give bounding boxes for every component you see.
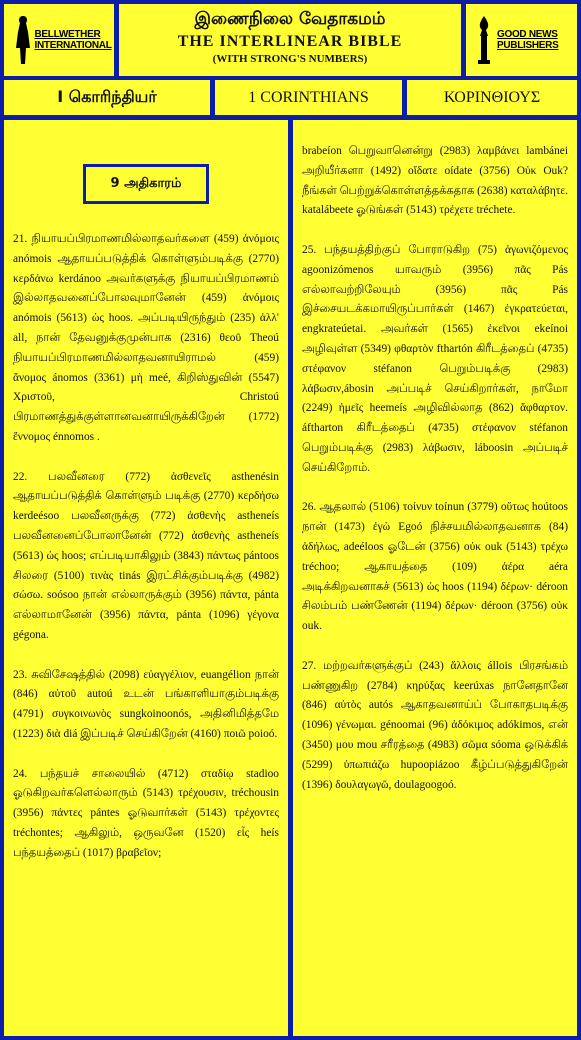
- verse-27: 27. மற்றவர்களுக்குப் (243) ἄλλοις állois பிரசங்கம் பண்ணுகிற (2784) κηρύξας keerúxas நானேதானே (846) αὐτὸς autós ஆகாதவனாய்ப் போகாதபடிக்கு (1096) γένωμαι. génoomai (96) ἀδόκιμος adókimos, என் (3450) μου mou சரீரத்தை (4983) σῶμα sóoma ஒடுக்கிக் (5299) ὑπωπιάζω hupoopiázoo கீழ்ப்படுத்துகிறேன் (1396) δουλαγωγῶ, doulagoogoó.: [302, 659, 568, 791]
- good-news-logo-text: GOOD NEWS PUBLISHERS: [497, 29, 559, 51]
- right-column: [293, 120, 577, 1036]
- verse-22: 22. பலவீனரை (772) ἀσθενεῖς asthenésin ஆதாயப்படுத்திக் கொள்ளும் படிக்கு (2770) κερδήσω kerdeésoo பலவீனருக்கு (772) ἀσθενὴς astheneís பலவீனனைப்போலானேன் (772) ἀσθενὴς astheneís (5613) ὡς hoos; எப்படியாகிலும் (3843) πάντως pántoos சிலரை (5100) τινὰς tinás இரட்சிக்கும்படிக்கு (4982) σώσω. soósoo நான் எல்லாருக்கும் (3956) πάντα, pánta எல்லாமானேன் (3956) πάντα, pánta (1096) γέγονα gégona.: [13, 470, 279, 641]
- book-english-label: 1 CORINTHIANS: [248, 88, 369, 106]
- chapter-heading: [83, 164, 209, 204]
- title-english: THE INTERLINEAR BIBLE: [177, 33, 403, 50]
- verse-24-continued: brabeíon பெறுவானென்று (2983) λαμβάνει lambánei அறியீர்களா (1492) οἴδατε oídate (3756) Οὐκ Ouk? நீங்கள் பெற்றுக்கொள்ளத்தக்கதாக (2638) καταλάβητε. katalábeete ஓடுங்கள் (5143) τρέχετε tréchete.: [302, 145, 568, 217]
- shepherd-icon: [14, 14, 32, 66]
- title-tamil: இணைநிலை வேதாகமம்: [194, 9, 386, 29]
- verse-24: 24. பந்தயச் சாலையில் (4712) σταδίῳ stadioo ஓடுகிறவர்களெல்லாரும் (5143) τρέχουσιν, tréchousin (3956) πάντες pántes ஓடுவார்கள் (5143) τρέχοντες tréchontes; ஆகிலும், ஒருவனே (1520) εἷς heís பந்தயத்தைப் (1017) βραβεῖον;: [13, 767, 279, 859]
- verse-26: 26. ஆதலால் (5106) τοίνυν toínun (3779) οὕτως hoútoos நான் (1473) ἐγὼ Egoó நிச்சயமில்லாதவனாக (84) ἀδήλως, adeéloos ஓடேன் (3756) οὐκ ouk (5143) τρέχω tréchoo; ஆகாயத்தை (109) ἀέρα aéra அடிக்கிறவனாகச் (5613) ὡς hoos (1194) δέρων· déroon சிலம்பம் பண்ணேன் (1194) δέρων· déroon (3756) οὐκ ouk.: [302, 501, 568, 633]
- book-title-greek: [407, 80, 577, 115]
- title-block: [119, 4, 461, 76]
- book-tamil-label: I கொரிந்தியர்: [57, 87, 157, 106]
- left-column: [4, 120, 288, 1036]
- bellwether-logo: [4, 4, 114, 76]
- chapter-label: 9 அதிகாரம்: [110, 176, 182, 192]
- book-title-tamil: [4, 80, 210, 115]
- verse-25: 25. பந்தயத்திற்குப் போராடுகிற (75) ἀγωνιζόμενος agoonizómenos யாவரும் (3956) πᾶς Pás எல்லாவற்றிலேயும் (3956) πᾶς Pás இச்சையடக்கமாயிருப்பார்கள் (1467) ἐγκρατεύεται, engkrateúetai. அவர்கள் (1565) ἐκεῖνοι ekeínoi அழிவுள்ள (5349) φθαρτὸν fthartón கிரீடத்தைப் (4735) στέφανον stéfanon பெறும்படிக்கு (2983) λάβωσιν,ábosin அப்படிச் செய்கிறார்கள், நாமோ (2249) ἡμεῖς heemeís அழிவில்லாத (862) ἄφθαρτον. áftharton கிரீடத்தைப் (4735) στέφανον stéfanon பெறும்படிக்கு (2983) λάβωσιν, láboosin அப்படிச் செய்கிறோம்.: [302, 243, 568, 474]
- subtitle: (WITH STRONG'S NUMBERS): [212, 53, 368, 65]
- good-news-logo: [466, 4, 577, 76]
- verse-23: 23. சுவிசேஷத்தில் (2098) εὐαγγέλιον, euangélion நான் (846) αὐτοῦ autoú உடன் பங்காளியாகும்படிக்கு (4791) συγκοινωνὸς sungkoinoonós, அதினிமித்தமே (1223) διὰ diá இப்படிச் செய்கிறேன் (4160) ποιῶ poioó.: [13, 668, 279, 740]
- verse-21: 21. நியாயப்பிரமாணமில்லாதவர்களை (459) ἀνόμοις anómois ஆதாயப்படுத்திக் கொள்ளும்படிக்கு (2770) κερδάνω kerdánoo அவர்களுக்கு நியாயப்பிரமாணம் இல்லாதவனைப்போலவுமானேன் (459) ἀνόμοις anómois (5613) ὡς hoos. அப்படியிருந்தும் (235) ἀλλ' all, நான் தேவனுக்குமுன்பாக (2316) θεοῦ Theoú நியாயப்பிரமாணமில்லாதவனாயிராமல் (459) ἄνομος ánomos (3361) μὴ meé, கிறிஸ்துவின் (5547) Χριστοῦ, Christoú பிரமாணத்துக்குள்ளானவனாயிருக்கிறேன் (1772) ἔννομος énnomos .: [13, 233, 279, 443]
- book-title-english: [215, 80, 402, 115]
- bellwether-logo-text: BELLWETHER INTERNATIONAL: [34, 29, 112, 51]
- book-greek-label: ΚΟΡΙΝΘΙΟΥΣ: [443, 88, 541, 106]
- torch-icon: [474, 14, 494, 66]
